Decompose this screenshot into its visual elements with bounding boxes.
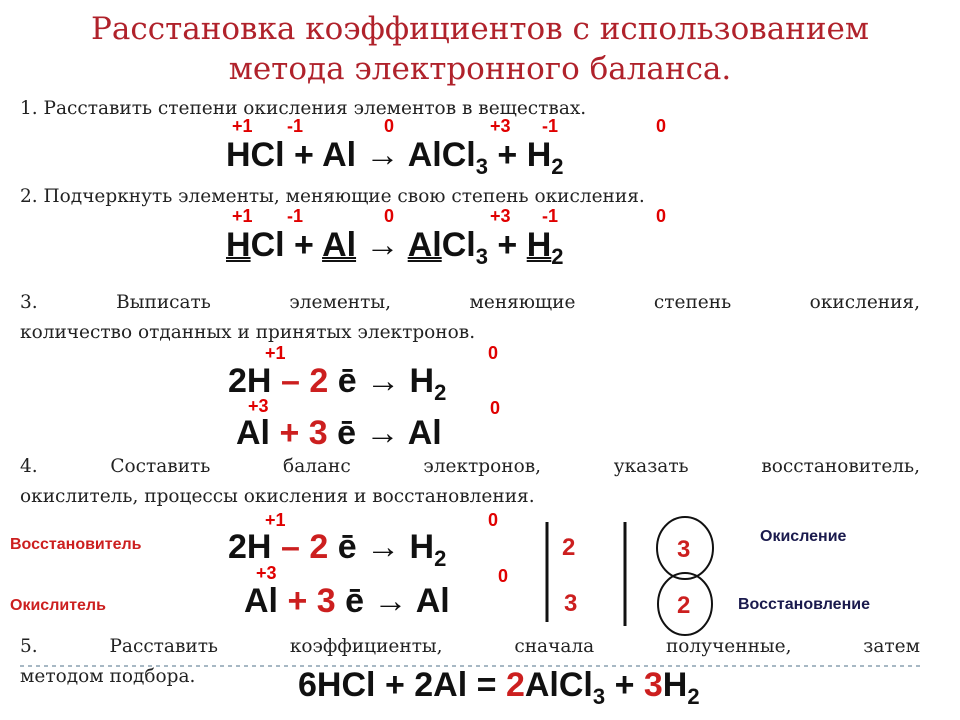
ox-cl-minus1: -1 [287,116,304,136]
ox-h-plus1: +1 [232,116,253,136]
half2-ox-plus3: +3 [248,396,269,416]
ox-cl2-minus1-b: -1 [542,206,559,226]
half1-ox-0: 0 [488,343,499,363]
equation-2: HCl + Al → AlCl$_3$ + $H_2$ [226,226,564,269]
equation-1: HCl + Al → AlCl$_3$ + $H_2$ [226,136,564,179]
step-1: 1. Расставить степени окисления элементов в веществах. [20,98,587,119]
ox-h2-0-b: 0 [656,206,667,226]
half-reaction-1: 2H – 2 ē → $H_2$ [228,362,447,405]
ox-al-plus3: +3 [490,116,511,136]
ox-al-0-b: 0 [384,206,395,226]
oxidation-label: Окисление [760,528,847,545]
title-line-1: Расстановка коэффициентов с использованием [91,11,869,47]
step-4-line-1: 4. Составить баланс электронов, указать восстановитель, [20,456,920,477]
ox-h2-0: 0 [656,116,667,136]
oxidizer-label: Окислитель [10,597,106,614]
step-3-line-1: 3. Выписать элементы, меняющие степень окисления, [20,292,920,313]
ox-al-plus3-b: +3 [490,206,511,226]
half-reaction-2: Al + 3 ē → Al [236,414,442,452]
ox-al-0: 0 [384,116,395,136]
balance-left-top: 2 [562,534,576,561]
step-5-line-2: методом подбора. [20,666,196,687]
half1-ox-plus1: +1 [265,343,286,363]
bal1-ox-0: 0 [488,510,499,530]
balance-left-bottom: 3 [564,590,578,617]
step-5-line-1: 5. Расставить коэффициенты, сначала полученные, затем [20,636,920,657]
ox-cl-minus1-b: -1 [287,206,304,226]
ox-cl2-minus1: -1 [542,116,559,136]
bal2-ox-plus3: +3 [256,563,277,583]
balance-reaction-2: Al + 3 ē → Al [244,582,450,620]
title-line-2: метода электронного баланса. [228,51,732,87]
underlined-h: H [226,226,251,264]
half2-ox-0: 0 [490,398,501,418]
reducer-label: Восстановитель [10,536,142,553]
bal1-ox-plus1: +1 [265,510,286,530]
underlined-al-2: Al [407,226,442,264]
reduction-label: Восстановление [738,596,870,613]
underlined-al: Al [322,226,357,264]
balance-right-bottom: 2 [677,592,691,619]
step-2: 2. Подчеркнуть элементы, меняющие свою степень окисления. [20,186,645,207]
step-3-line-2: количество отданных и принятых электронов. [20,322,476,343]
ox-h-plus1-b: +1 [232,206,253,226]
underlined-h2: H [526,226,552,264]
step-4-line-2: окислитель, процессы окисления и восстановления. [20,486,535,507]
balance-reaction-1: 2H – 2 ē → $H_2$ [228,528,447,571]
final-equation: 6HCl + 2Al = 2AlCl$_3$ + $3H_2$ [298,666,700,709]
bal2-ox-0: 0 [498,566,509,586]
balance-right-top: 3 [677,536,691,563]
